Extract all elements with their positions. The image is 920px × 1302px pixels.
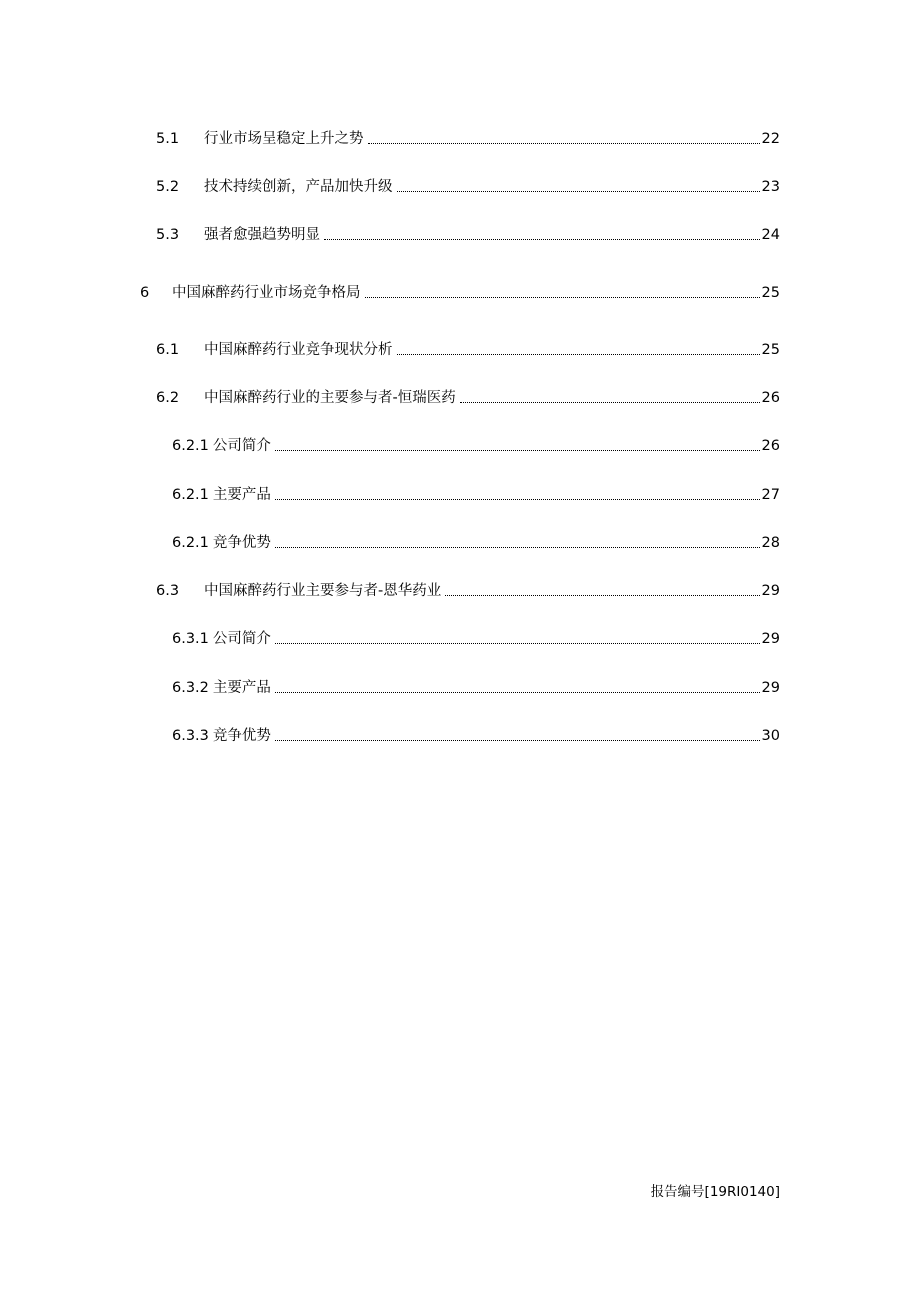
toc-entry-number: 6.2 [156, 390, 180, 406]
toc-entry-title: 中国麻醉药行业市场竞争格局 [172, 285, 361, 301]
toc-entry-number: 6.3 [156, 583, 180, 599]
toc-entry-number: 6 [140, 285, 150, 301]
toc-entry-page: 27 [761, 487, 780, 503]
toc-entry-number: 5.2 [156, 179, 180, 195]
toc-entry-title: 竞争优势 [212, 535, 271, 551]
toc-entry-6-2-1-company-profile[interactable] [172, 431, 780, 455]
toc-entry-title: 中国麻醉药行业竞争现状分析 [204, 342, 393, 358]
toc-entry-page: 29 [761, 583, 780, 599]
toc-entry-title: 公司简介 [212, 438, 271, 454]
toc-leader-dots [397, 190, 760, 192]
toc-entry-title: 中国麻醉药行业的主要参与者-恒瑞医药 [204, 390, 456, 406]
toc-entry-6-2-1-competitive-advantage[interactable] [172, 528, 780, 552]
toc-entry-5-2[interactable] [156, 172, 780, 196]
toc-entry-number: 6.2.1 [172, 487, 209, 503]
toc-entry-6-3-3[interactable] [172, 721, 780, 745]
toc-entry-page: 25 [761, 285, 780, 301]
toc-entry-page: 29 [761, 631, 780, 647]
toc-entry-6[interactable] [140, 278, 780, 302]
toc-entry-page: 29 [761, 680, 780, 696]
toc-entry-5-1[interactable] [156, 124, 780, 148]
toc-entry-6-3-2[interactable] [172, 673, 780, 697]
toc-entry-page: 30 [761, 728, 780, 744]
toc-entry-6-2[interactable] [156, 383, 780, 407]
toc-leader-dots [275, 449, 760, 451]
toc-entry-page: 25 [761, 342, 780, 358]
toc-leader-dots [275, 739, 760, 741]
toc-entry-title: 中国麻醉药行业主要参与者-恩华药业 [204, 583, 442, 599]
toc-entry-number: 5.1 [156, 131, 180, 147]
toc-entry-number: 6.2.1 [172, 535, 209, 551]
toc-entry-title: 技术持续创新，产品加快升级 [204, 179, 393, 195]
toc-leader-dots [368, 142, 760, 144]
toc-entry-6-3-1[interactable] [172, 624, 780, 648]
toc-entry-6-1[interactable] [156, 335, 780, 359]
report-number-footer: 报告编号[19RI0140] [650, 1184, 780, 1200]
toc-entry-number: 6.2.1 [172, 438, 209, 454]
toc-entry-title: 公司简介 [212, 631, 271, 647]
toc-entry-6-2-1-main-products[interactable] [172, 480, 780, 504]
toc-entry-number: 6.1 [156, 342, 180, 358]
toc-entry-title: 行业市场呈稳定上升之势 [204, 131, 364, 147]
toc-leader-dots [275, 691, 760, 693]
toc-leader-dots [365, 296, 760, 298]
toc-entry-page: 26 [761, 438, 780, 454]
toc-entry-title: 主要产品 [212, 487, 271, 503]
toc-leader-dots [460, 401, 760, 403]
toc-entry-page: 22 [761, 131, 780, 147]
toc-entry-title: 主要产品 [212, 680, 271, 696]
toc-entry-5-3[interactable] [156, 220, 780, 244]
toc-entry-title: 强者愈强趋势明显 [204, 227, 320, 243]
toc-entry-page: 23 [761, 179, 780, 195]
toc-entry-number: 6.3.1 [172, 631, 209, 647]
toc-leader-dots [275, 498, 760, 500]
toc-leader-dots [397, 353, 760, 355]
toc-leader-dots [324, 238, 760, 240]
toc-entry-number: 6.3.2 [172, 680, 209, 696]
toc-leader-dots [275, 546, 760, 548]
toc-entry-page: 24 [761, 227, 780, 243]
toc-entry-page: 28 [761, 535, 780, 551]
toc-entry-page: 26 [761, 390, 780, 406]
toc-entry-number: 5.3 [156, 227, 180, 243]
toc-entry-6-3[interactable] [156, 576, 780, 600]
toc-entry-number: 6.3.3 [172, 728, 209, 744]
toc-entry-title: 竞争优势 [212, 728, 271, 744]
toc-leader-dots [275, 642, 760, 644]
toc-leader-dots [445, 594, 759, 596]
